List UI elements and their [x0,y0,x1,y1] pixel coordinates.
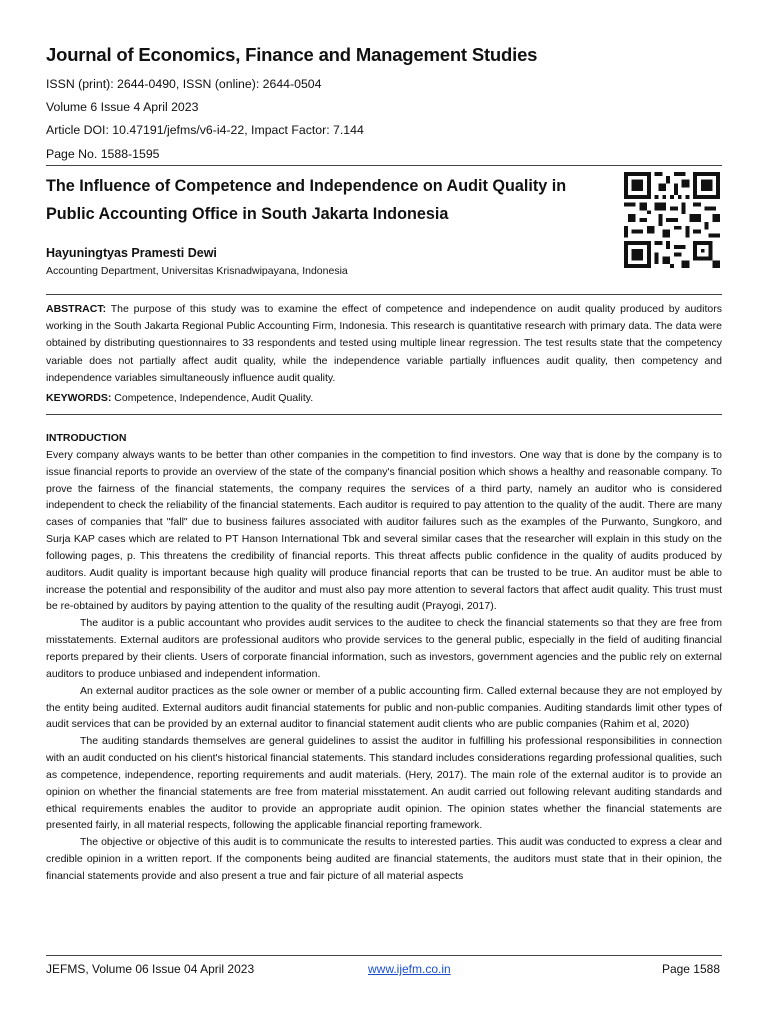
keywords-bottom-rule [46,414,722,415]
footer-journal-issue: JEFMS, Volume 06 Issue 04 April 2023 [46,962,255,976]
keywords-text: Competence, Independence, Audit Quality. [114,392,314,404]
paragraph: Every company always wants to be better than other companies in the competition to find investors. One way that is done by the company is to issue financial reports to provide an overview of the state of the company's financial position which shows a healthy and reasonable company. To prove the fairness of the financial statements, the company requires the services of a third party, namely an auditor who is considered independent to check the reliability of the financial statements. Each auditor is required to pay attention to the quality of the audit. There are many cases of companies that "fall" due to business failures associated with auditor failures such as the examples of the Purwanto, Sungkoro, and Surja KAP cases which are related to PT Hanson International Tbk and several similar cases that the researcher will explain in this study on the following pages, p. This threatens the credibility of financial reports. This threat affects public confidence in the quality of audits produced by auditors. Audit quality is important because high quality will produce financial reports that can be trusted to be true. An auditor must be able to increase the potential and responsibility of the auditor and must also pay more attention to several factors that affect audit quality. This trust must be re-obtained by auditors by paying attention to the quality of the resulting audit (Prayogi, 2017). [46,448,722,613]
abstract-label: ABSTRACT: [46,303,107,315]
section-heading: INTRODUCTION [46,432,127,444]
author-name: Hayuningtyas Pramesti Dewi [46,246,217,260]
volume-line: Volume 6 Issue 4 April 2023 [46,100,199,114]
footer-rule [46,955,722,956]
paragraph: The auditor is a public accountant who provides audit services to the auditee to check the financial statements so that they are free from misstatements. External auditors are professional auditors who provide services to the general public, especially in the field of auditing financial reports prepared by their clients. Users of corporate financial information, such as investors, government agencies and the public rely on external auditors to produce unbiased and independent information. [46,617,722,680]
journal-title: Journal of Economics, Finance and Management Studies [46,44,538,65]
introduction-section [46,430,722,885]
header-divider [46,165,722,166]
issn-line: ISSN (print): 2644-0490, ISSN (online): 2644-0504 [46,77,322,91]
paragraph: The auditing standards themselves are general guidelines to assist the auditor in fulfilling his professional responsibilities in connection with an audit conducted on his client's historical financial statements. This standard includes considerations regarding professional qualities, such as competence, independence, reporting requirements and audit materials. (Hery, 2017). The main role of the external auditor is to provide an opinion on whether the financial statements are free from material misstatement. An audit carried out following relevant auditing standards and ethical requirements enables the auditor to provide an appropriate audit opinion. The opinion states whether the financial statements are presented fairly, in all material respects, following the applicable financial reporting framework. [46,735,722,832]
keywords-label: KEYWORDS: [46,392,112,404]
paragraph: The objective or objective of this audit is to communicate the results to interested parties. This audit was conducted to express a clear and credible opinion in a written report. If the components being audited are financial statements, the auditors must state that in their opinion, the financial statements provide and also present a true and fair picture of all material aspects [46,836,722,882]
page-range-line: Page No. 1588-1595 [46,147,160,161]
paragraph: An external auditor practices as the sole owner or member of a public accounting firm. Called external because they are not employed by the entity being audited. External auditors audit financial statements for public and non-public companies. Auditing standards limit other types of audit services that can be provided by an external auditor to financial statement audit clients who are public companies (Rahim et al, 2020) [46,684,722,731]
paper-title: The Influence of Competence and Independence on Audit Quality in Public Accounting Office in South Jakarta Indonesia [46,177,567,223]
footer-website-link[interactable]: www.ijefm.co.in [368,962,451,976]
keywords-block [46,392,722,404]
abstract-top-rule [46,294,722,295]
qr-code-icon [624,172,720,268]
footer-page-number: Page 1588 [661,962,720,976]
doi-line: Article DOI: 10.47191/jefms/v6-i4-22, Impact Factor: 7.144 [46,123,364,137]
abstract-text: The purpose of this study was to examine the effect of competence and independence on audit quality produced by auditors working in the South Jakarta Regional Public Accounting Firm, Indonesia. This research is quantitative research with primary data. The data were obtained by distributing questionnaires to 33 respondents and tested using multiple linear regression. The test results state that the competency variable does not partially affect audit quality, while the independence variable partially influences audit quality, then competency and independence variables simultaneously influence audit quality. [46,303,722,384]
author-affiliation: Accounting Department, Universitas Krisnadwipayana, Indonesia [46,265,348,277]
abstract-block [46,301,722,387]
